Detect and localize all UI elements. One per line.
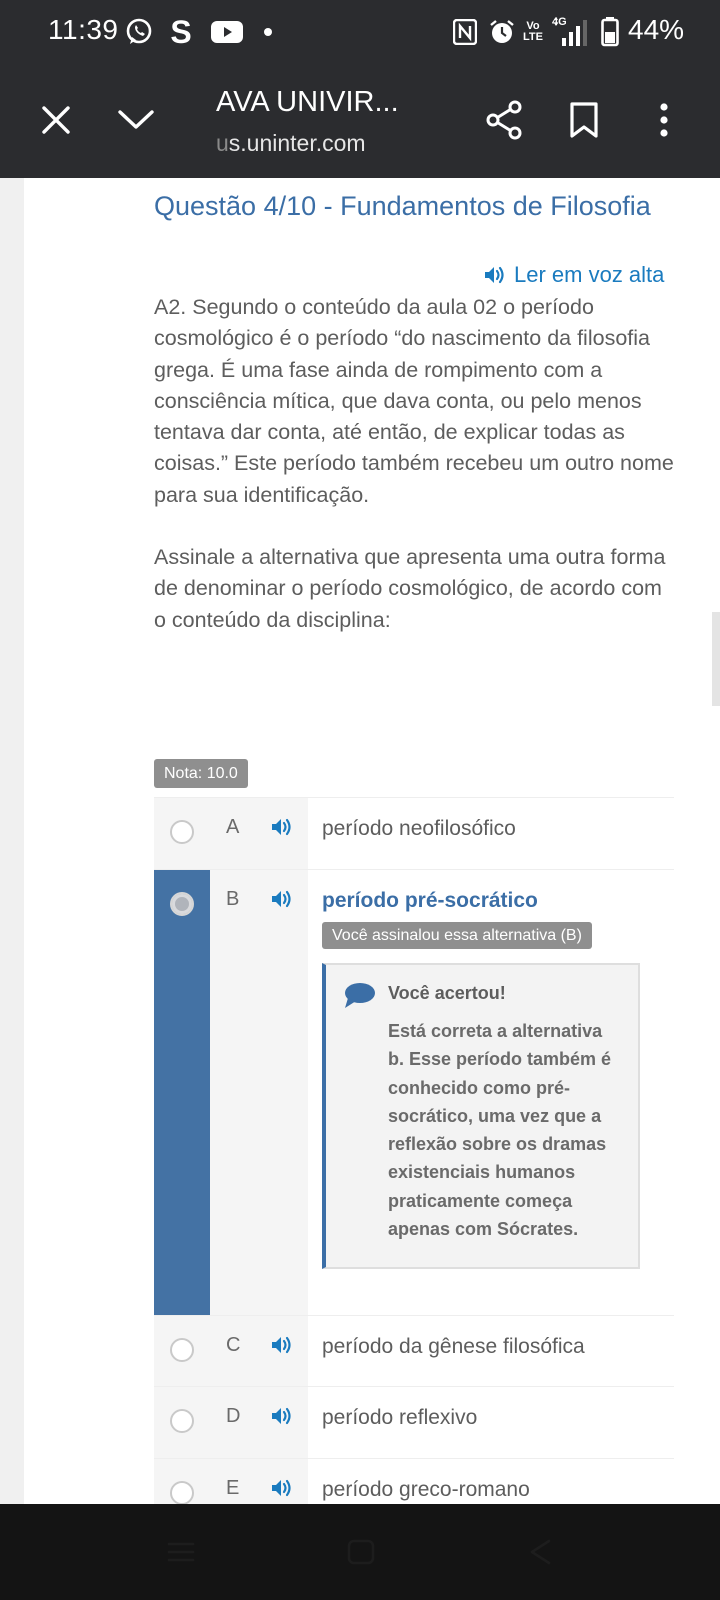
radio-e[interactable] <box>170 1481 194 1504</box>
alternative-text: período reflexivo <box>322 1406 478 1430</box>
page-title: AVA UNIVIR... <box>216 86 399 118</box>
close-icon <box>40 104 72 136</box>
radio-b[interactable] <box>170 892 194 916</box>
speaker-icon[interactable] <box>270 888 296 910</box>
battery-icon <box>600 16 620 48</box>
alternative-letter: A <box>226 816 240 838</box>
alternative-text: período pré-socrático <box>322 889 538 912</box>
share-button[interactable] <box>474 90 534 150</box>
alarm-icon <box>488 16 516 48</box>
volte-icon: Vo LTE <box>523 20 543 43</box>
page-url: us.uninter.com <box>216 130 366 156</box>
speaker-icon <box>484 265 508 285</box>
bookmark-icon <box>569 101 599 139</box>
back-icon[interactable] <box>526 1538 556 1566</box>
dot-icon <box>262 16 274 48</box>
feedback-text: Está correta a alternativa b. Esse período também é conhecido como pré-socrático, uma vez que a reflexão sobre os dramas existenciais humanos praticamente começa apenas com Sócrates. <box>388 1021 612 1240</box>
nfc-icon <box>452 16 478 48</box>
more-options-button[interactable] <box>634 90 694 150</box>
alternative-letter: B <box>226 888 240 910</box>
home-icon[interactable] <box>346 1538 376 1566</box>
alternative-d[interactable] <box>154 1386 674 1458</box>
question-title: Questão 4/10 - Fundamentos de Filosofia <box>154 191 651 221</box>
selected-indicator-bar <box>154 870 210 1315</box>
question-card <box>24 178 720 1504</box>
you-marked-badge: Você assinalou essa alternativa (B) <box>322 922 592 949</box>
feedback-box <box>322 963 640 1269</box>
close-button[interactable] <box>26 90 86 150</box>
signal-4g-icon: 4G <box>550 16 590 48</box>
alternative-b[interactable] <box>154 869 674 1315</box>
alternative-letter: C <box>226 1334 241 1357</box>
comment-icon <box>342 981 376 1009</box>
bookmark-button[interactable] <box>554 90 614 150</box>
alternative-text: período neofilosófico <box>322 817 516 840</box>
read-aloud-link[interactable]: Ler em voz alta <box>484 262 664 288</box>
more-vert-icon <box>658 103 670 137</box>
recent-apps-icon[interactable] <box>166 1538 196 1566</box>
scrollbar[interactable] <box>712 612 720 706</box>
alternative-e[interactable] <box>154 1458 674 1504</box>
alternative-c[interactable] <box>154 1315 674 1386</box>
question-paragraph-2: Assinale a alternativa que apresenta uma outra forma de denominar o período cosmológico, de acordo com o conteúdo da disciplina: <box>154 545 666 632</box>
clock: 11:39 <box>48 14 119 45</box>
speaker-icon[interactable] <box>270 816 296 838</box>
youtube-icon <box>210 16 244 48</box>
alternative-letter: E <box>226 1477 240 1500</box>
alternatives-list <box>154 797 674 1504</box>
feedback-title: Você acertou! <box>388 983 506 1003</box>
speaker-icon[interactable] <box>270 1477 296 1499</box>
question-body <box>154 292 674 636</box>
chevron-down-icon <box>117 108 155 132</box>
web-page[interactable] <box>0 178 720 1504</box>
alternative-text: período da gênese filosófica <box>322 1335 585 1359</box>
speaker-icon[interactable] <box>270 1334 296 1356</box>
question-paragraph-1: A2. Segundo o conteúdo da aula 02 o período cosmológico é o período “do nascimento da filosofia grega. É uma fase ainda de rompimento com a consciência mítica, que dava conta, ou pelo menos tentava dar conta, até então, de explicar todas as coisas.” Este período também recebeu um outro nome para sua identificação. <box>154 295 674 507</box>
share-icon <box>485 100 523 140</box>
minimize-button[interactable] <box>106 90 166 150</box>
browser-toolbar <box>0 64 720 178</box>
radio-a[interactable] <box>170 820 194 844</box>
grade-badge: Nota: 10.0 <box>154 759 248 788</box>
status-bar <box>0 0 720 64</box>
alternative-text: período greco-romano <box>322 1478 530 1502</box>
battery-percent: 44% <box>628 14 685 45</box>
alternative-letter: D <box>226 1405 241 1428</box>
speaker-icon[interactable] <box>270 1405 296 1427</box>
system-nav-bar <box>0 1504 720 1600</box>
whatsapp-icon <box>124 16 154 48</box>
alternative-a[interactable] <box>154 797 674 869</box>
skype-icon: S <box>170 13 192 50</box>
